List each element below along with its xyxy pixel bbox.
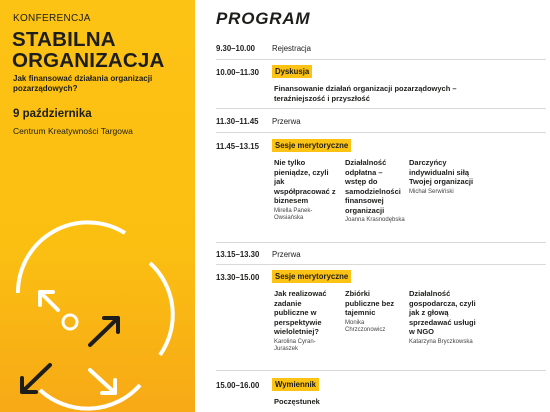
event-date: 9 października (13, 108, 92, 120)
talk-item (409, 289, 481, 346)
row-divider (216, 59, 546, 60)
circle-arc-top (18, 222, 125, 293)
row-divider (216, 242, 546, 243)
program-title: PROGRAM (216, 9, 311, 28)
talk-speaker: Joanna Krasnodębska (345, 217, 405, 223)
talk-speaker: Michał Serwiński (409, 188, 454, 195)
talk-title: Zbiórki publiczne bez tajemnic (345, 289, 395, 317)
program-panel (195, 0, 550, 412)
row-time: 11.30–11.45 (216, 117, 259, 126)
row-label: Przerwa (272, 117, 301, 126)
talk-title: Działalność odpłatna – wstęp do samodzielności finansowej organizacji (345, 158, 401, 215)
talk-speaker: Katarzyna Bryczkowska (409, 338, 473, 345)
talk-speaker: Karolina Cyran-Juraszek (274, 338, 316, 352)
arrow-downright-white-icon (90, 370, 115, 393)
row-time: 11.45–13.15 (216, 142, 259, 151)
arrow-upright-black-icon (90, 318, 118, 345)
left-panel (0, 0, 195, 412)
decorative-arrows-graphic (0, 215, 195, 412)
event-venue: Centrum Kreatywności Targowa (13, 126, 133, 136)
event-subtitle: Jak finansować działania organizacji pozarządowych? (13, 74, 153, 93)
row-label: Rejestracja (272, 44, 311, 53)
talk-title: Jak realizować zadanie publiczne w perspektywie wieloletniej? (274, 289, 327, 336)
arrow-upleft-white-icon (40, 292, 58, 310)
row-time: 13.30–15.00 (216, 273, 260, 282)
row-divider (216, 108, 546, 109)
event-kicker: KONFERENCJA (13, 13, 91, 24)
row-divider (216, 370, 546, 371)
row-divider (216, 132, 546, 133)
arrow-downleft-black-icon (22, 365, 50, 392)
talk-title: Darczyńcy indywidualni siłą Twojej organizacji (409, 158, 474, 186)
session-badge: Sesje merytoryczne (272, 139, 351, 152)
row-time: 13.15–13.30 (216, 250, 260, 259)
circle-arc-bottom (40, 385, 140, 409)
talk-item (274, 289, 336, 354)
session-badge: Dyskusja (272, 65, 312, 78)
talk-item (409, 158, 481, 196)
event-title-line-2: ORGANIZACJA (12, 49, 165, 72)
row-divider (216, 264, 546, 265)
session-badge: Wymiennik (272, 378, 319, 391)
talk-item (345, 289, 405, 335)
talk-title: Nie tylko pieniądze, czyli jak współpracować z biznesem (274, 158, 336, 205)
row-time: 10.00–11.30 (216, 68, 259, 77)
row-time: 9.30–10.00 (216, 44, 256, 53)
row-label: Przerwa (272, 250, 301, 259)
session-description: Poczęstunek (274, 397, 320, 406)
circle-arc-right (150, 263, 173, 355)
talk-item (274, 158, 336, 223)
event-title (12, 29, 165, 71)
event-title-line-1: STABILNA (12, 28, 116, 51)
session-description: Finansowanie działań organizacji pozarządowych – teraźniejszość i przyszłość (274, 84, 457, 103)
row-time: 15.00–16.00 (216, 381, 260, 390)
center-ring-icon (63, 315, 77, 329)
talk-item (345, 158, 405, 225)
session-badge: Sesje merytoryczne (272, 270, 351, 283)
talk-title: Działalność gospodarcza, czyli jak z głową sprzedawać usługi w NGO (409, 289, 476, 336)
talk-speaker: Mirella Panek-Owsiańska (274, 207, 313, 221)
talk-speaker: Monika Chrzczonowicz (345, 319, 386, 333)
